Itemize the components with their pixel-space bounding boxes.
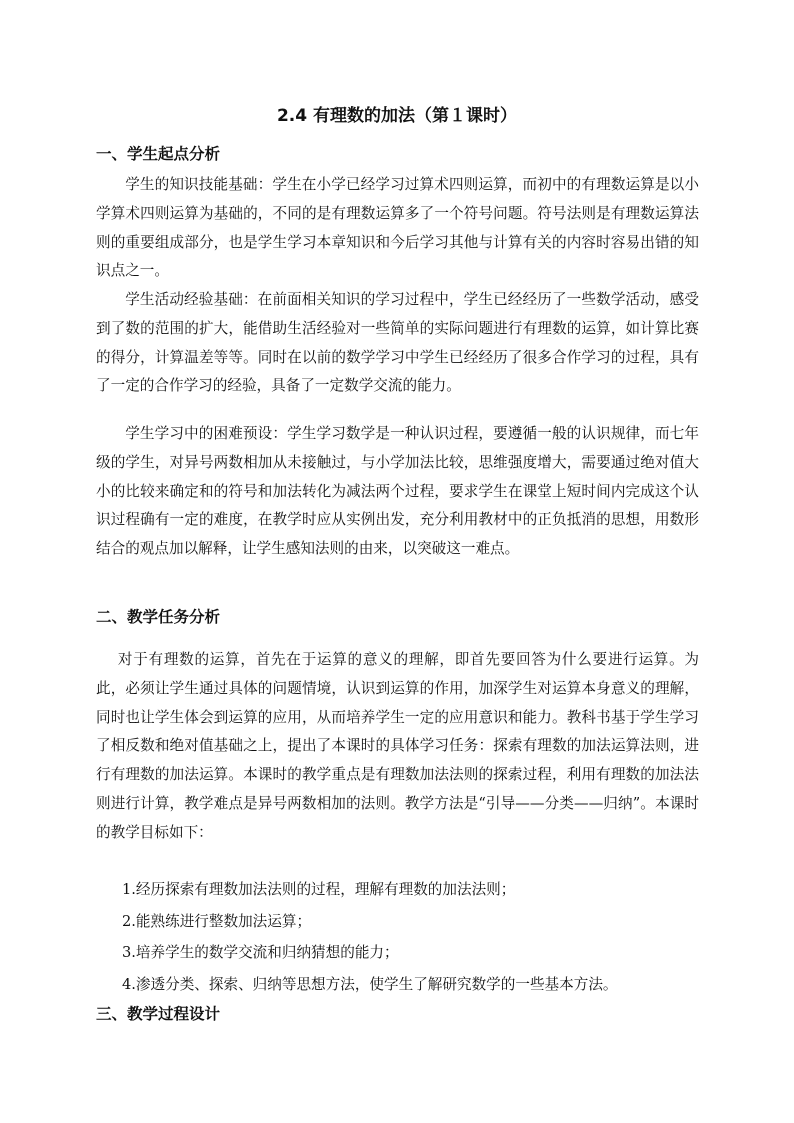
list-item: 3.培养学生的数学交流和归纳猜想的能力；	[122, 944, 399, 961]
teaching-goals-list	[122, 874, 700, 1000]
paragraph-task-analysis: 对于有理数的运算，首先在于运算的意义的理解，即首先要回答为什么要进行运算。为此，必须让学生通过具体的问题情境，认识到运算的作用，加深学生对运算本身意义的理解，同时也让学生体会到运算的应用，从而培养学生一定的应用意识和能力。教科书基于学生学习了相反数和绝对值基础之上，提出了本课时的具体学习任务：探索有理数的加法运算法则，进行有理数的加法运算。本课时的教学重点是有理数加法法则的探索过程，利用有理数的加法法则进行计算，教学难点是异号两数相加的法则。教学方法是“引导——分类——归纳”。本课时的教学目标如下：	[96, 651, 699, 841]
section-heading-task-analysis: 二、教学任务分析	[96, 608, 221, 626]
list-item: 4.渗透分类、探索、归纳等思想方法，使学生了解研究数学的一些基本方法。	[122, 975, 618, 993]
list-item: 1.经历探索有理数加法法则的过程，理解有理数的加法法则；	[122, 881, 516, 898]
paragraph-learning-difficulty: 学生学习中的困难预设：学生学习数学是一种认识过程，要遵循一般的认识规律，而七年级的学生，对异号两数相加从未接触过，与小学加法比较，思维强度增大，需要通过绝对值大小的比较来确定和的符号和加法转化为减法两个过程，要求学生在课堂上短时间内完成这个认识过程确有一定的难度，在教学时应从实例出发，充分利用教材中的正负抵消的思想，用数形结合的观点加以解释，让学生感知法则的由来，以突破这一难点。	[96, 425, 699, 558]
list-item: 2.能熟练进行整数加法运算；	[122, 912, 312, 930]
document-title: 2.4 有理数的加法（第１课时）	[276, 106, 518, 126]
section-heading-student-analysis: 一、学生起点分析	[96, 145, 221, 163]
paragraph-knowledge-basis: 学生的知识技能基础：学生在小学已经学习过算术四则运算，而初中的有理数运算是以小学算术四则运算为基础的，不同的是有理数运算多了一个符号问题。符号法则是有理数运算法则的重要组成部分，也是学生学习本章知识和今后学习其他与计算有关的内容时容易出错的知识点之一。	[96, 176, 699, 280]
paragraph-activity-experience: 学生活动经验基础：在前面相关知识的学习过程中，学生已经经历了一些数学活动，感受到了数的范围的扩大，能借助生活经验对一些简单的实际问题进行有理数的运算，如计算比赛的得分，计算温差等等。同时在以前的数学学习中学生已经经历了很多合作学习的过程，具有了一定的合作学习的经验，具备了一定数学交流的能力。	[96, 291, 699, 395]
section-heading-process-design: 三、教学过程设计	[96, 1005, 221, 1023]
